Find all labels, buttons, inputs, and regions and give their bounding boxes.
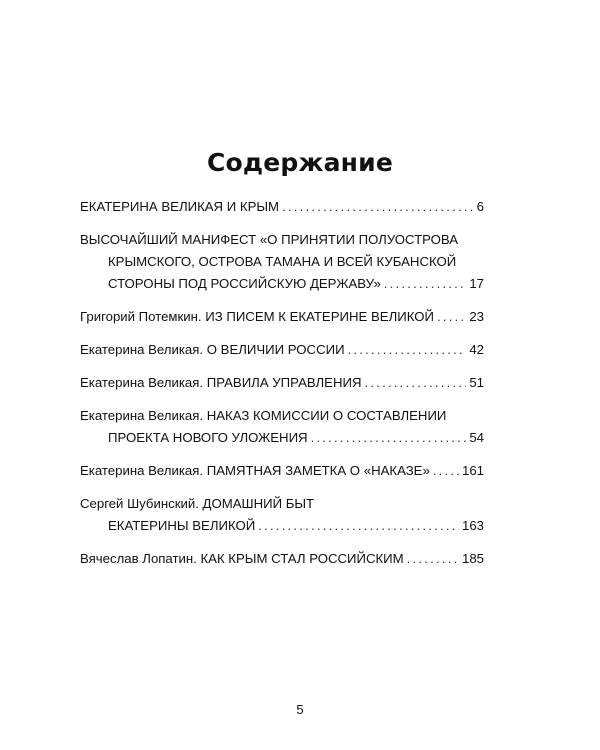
toc-page-number: 23 bbox=[469, 309, 484, 324]
toc-entry-line bbox=[80, 339, 484, 361]
toc-entry bbox=[80, 339, 484, 361]
toc-page-number: 163 bbox=[461, 518, 484, 533]
toc-entry-line bbox=[80, 515, 484, 537]
toc-page-number: 42 bbox=[469, 342, 484, 357]
toc-page-number: 185 bbox=[461, 551, 484, 566]
toc-entry-line bbox=[80, 427, 484, 449]
dot-leader bbox=[365, 372, 467, 394]
toc-entry-title: Екатерина Великая. НАКАЗ КОМИССИИ О СОСТАВЛЕНИИ bbox=[80, 408, 447, 423]
dot-leader bbox=[258, 515, 459, 537]
toc-entry bbox=[80, 196, 484, 218]
toc-page-number: 161 bbox=[461, 463, 484, 478]
toc-page-number: 17 bbox=[469, 276, 484, 291]
toc-entry bbox=[80, 372, 484, 394]
dot-leader bbox=[348, 339, 467, 361]
toc-entry bbox=[80, 306, 484, 328]
toc-entry-title: ЕКАТЕРИНЫ ВЕЛИКОЙ bbox=[108, 518, 256, 533]
toc-entry-title: Екатерина Великая. О ВЕЛИЧИИ РОССИИ bbox=[80, 342, 345, 357]
toc-entry bbox=[80, 493, 484, 537]
toc-entry-title: ЕКАТЕРИНА ВЕЛИКАЯ И КРЫМ bbox=[80, 199, 280, 214]
toc-page-number: 51 bbox=[469, 375, 484, 390]
dot-leader bbox=[433, 460, 459, 482]
toc-entry-title: Григорий Потемкин. ИЗ ПИСЕМ К ЕКАТЕРИНЕ ВЕЛИКОЙ bbox=[80, 309, 434, 324]
dot-leader bbox=[282, 196, 474, 218]
toc-entry-line bbox=[80, 548, 484, 570]
toc-entry-line bbox=[80, 372, 484, 394]
table-of-contents bbox=[80, 196, 484, 581]
toc-entry bbox=[80, 548, 484, 570]
toc-entry-title: ВЫСОЧАЙШИЙ МАНИФЕСТ «О ПРИНЯТИИ ПОЛУОСТРОВА bbox=[80, 232, 459, 247]
dot-leader bbox=[311, 427, 467, 449]
toc-entry bbox=[80, 460, 484, 482]
toc-entry-line bbox=[80, 196, 484, 218]
toc-entry-title: Екатерина Великая. ПАМЯТНАЯ ЗАМЕТКА О «НАКАЗЕ» bbox=[80, 463, 430, 478]
toc-entry-title: КРЫМСКОГО, ОСТРОВА ТАМАНА И ВСЕЙ КУБАНСКОЙ bbox=[108, 254, 457, 269]
toc-page-number: 6 bbox=[476, 199, 484, 214]
toc-entry-title: Сергей Шубинский. ДОМАШНИЙ БЫТ bbox=[80, 496, 315, 511]
toc-entry-title: Екатерина Великая. ПРАВИЛА УПРАВЛЕНИЯ bbox=[80, 375, 362, 390]
page-title: Содержание bbox=[206, 148, 394, 177]
toc-page-number: 54 bbox=[469, 430, 484, 445]
dot-leader bbox=[437, 306, 466, 328]
toc-entry bbox=[80, 229, 484, 295]
toc-entry-line bbox=[80, 306, 484, 328]
toc-entry-title: СТОРОНЫ ПОД РОССИЙСКУЮ ДЕРЖАВУ» bbox=[108, 276, 381, 291]
dot-leader bbox=[384, 273, 467, 295]
page-number: 5 bbox=[296, 702, 304, 717]
toc-entry-line bbox=[80, 460, 484, 482]
toc-entry-title: Вячеслав Лопатин. КАК КРЫМ СТАЛ РОССИЙСКИМ bbox=[80, 551, 404, 566]
toc-entry-title: ПРОЕКТА НОВОГО УЛОЖЕНИЯ bbox=[108, 430, 308, 445]
dot-leader bbox=[407, 548, 459, 570]
toc-entry bbox=[80, 405, 484, 449]
toc-entry-line bbox=[80, 273, 484, 295]
